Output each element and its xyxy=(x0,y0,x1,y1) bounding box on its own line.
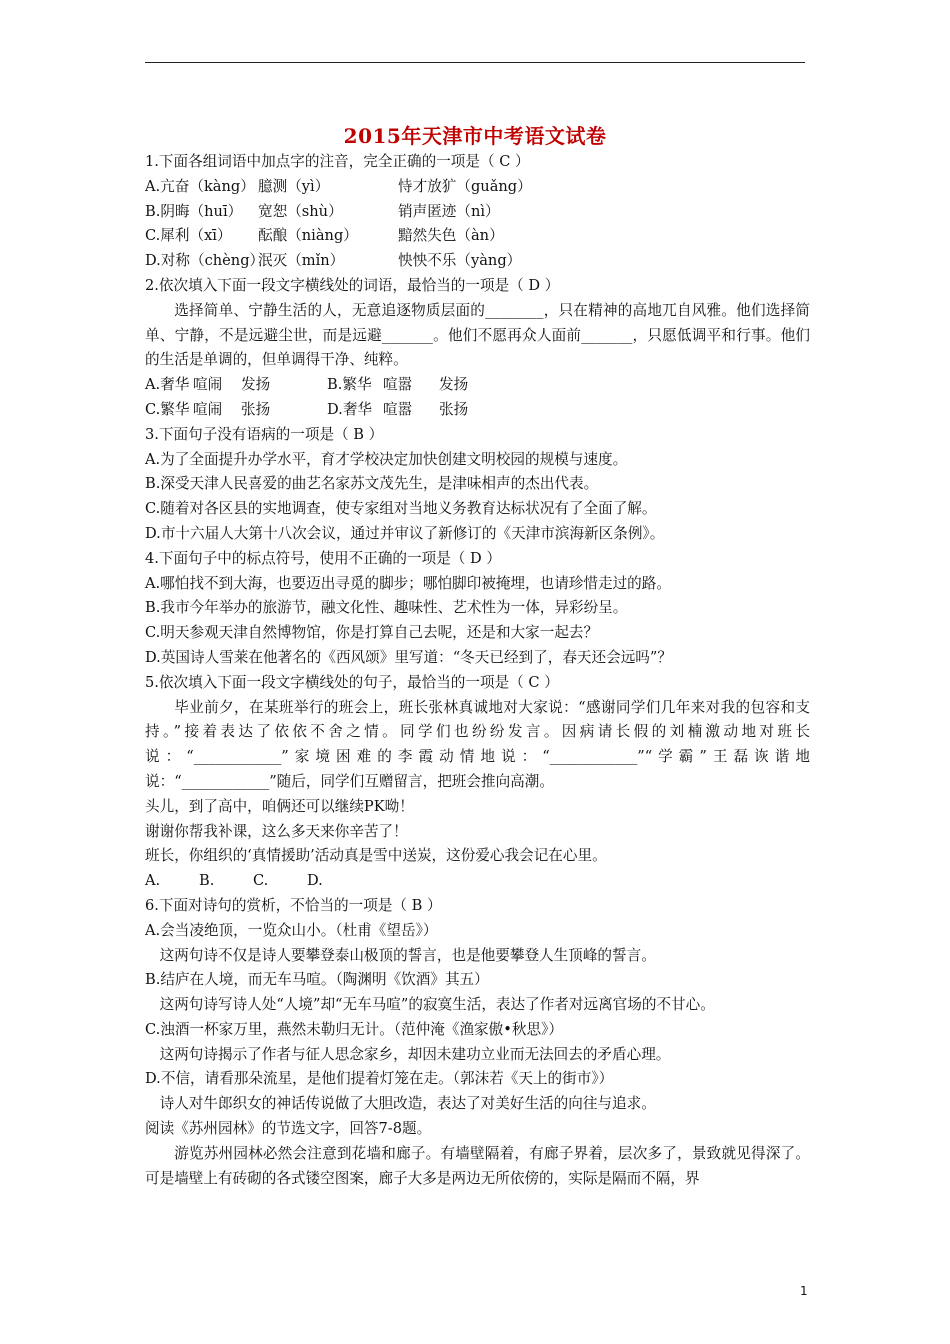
q5-sentence-3: 班长，你组织的‘真情援助’活动真是雪中送炭，这份爱心我会记在心里。 xyxy=(145,847,607,865)
reading-passage: 游览苏州园林必然会注意到花墙和廊子。有墙壁隔着，有廊子界着，层次多了，景致就见得深了。可是墙壁上有砖砌的各式镂空图案，廊子大多是两边无所依傍的，实际是隔而不隔，界 xyxy=(145,1144,810,1187)
exam-content xyxy=(145,150,810,1191)
q6-note-c: 这两句诗揭示了作者与征人思念家乡，却因未建功立业而无法回去的矛盾心理。 xyxy=(159,1045,671,1063)
q3-option-a: A.为了全面提升办学水平，育才学校决定加快创建文明校园的规模与速度。 xyxy=(145,450,628,468)
q4-option-c: C.明天参观天津自然博物馆，你是打算自己去呢，还是和大家一起去？ xyxy=(145,624,599,642)
q4-option-a: A.哪怕找不到大海，也要迈出寻觅的脚步；哪怕脚印被掩埋，也请珍惜走过的路。 xyxy=(145,574,671,592)
q6-note-d: 诗人对牛郎织女的神话传说做了大胆改造，表达了对美好生活的向往与追求。 xyxy=(159,1095,656,1113)
page-number: 1 xyxy=(800,1284,808,1298)
q4-option-b: B.我市今年举办的旅游节，融文化性、趣味性、艺术性为一体，异彩纷呈。 xyxy=(145,599,628,617)
q2-options-cd: C.繁华 喧闹 张扬 D.奢华 喧嚣 张扬 xyxy=(145,400,469,418)
q3-option-c: C.随着对各区县的实地调查，使专家组对当地义务教育达标状况有了全面了解。 xyxy=(145,500,657,518)
q2-passage: 选择简单、宁静生活的人，无意追逐物质层面的________，只在精神的高地兀自风雅。他们选择简单、宁静，不是远避尘世，而是远避_______。他们不愿再众人面前_______，只愿低调平和行事。他们的生活是单调的，但单调得干净、纯粹。 xyxy=(145,301,810,369)
q2-stem: 2.依次填入下面一段文字横线处的词语，最恰当的一项是（ D ） xyxy=(145,276,560,294)
reading-intro: 阅读《苏州园林》的节选文字，回答7-8题。 xyxy=(145,1120,432,1138)
q5-stem: 5.依次填入下面一段文字横线处的句子，最恰当的一项是（ C ） xyxy=(145,673,559,691)
q3-option-b: B.深受天津人民喜爱的曲艺名家苏文茂先生，是津味相声的杰出代表。 xyxy=(145,475,599,493)
q4-option-d: D.英国诗人雪莱在他著名的《西风颂》里写道：“冬天已经到了，春天还会远吗”？ xyxy=(145,648,672,666)
q6-verse-a: A.会当凌绝顶，一览众山小。（杜甫《望岳》） xyxy=(145,921,438,939)
q4-stem: 4.下面句子中的标点符号，使用不正确的一项是（ D ） xyxy=(145,549,501,567)
q2-options-ab: A.奢华 喧闹 发扬 B.繁华 喧嚣 发扬 xyxy=(145,376,469,394)
q5-choices: A. B. C. D. xyxy=(145,872,323,890)
q1-stem: 1.下面各组词语中加点字的注音，完全正确的一项是（ C ） xyxy=(145,153,530,170)
q6-verse-d: D.不信，请看那朵流星，是他们提着灯笼在走。（郭沫若《天上的街市》） xyxy=(145,1070,614,1088)
q1-row-a: A.亢奋（kàng） 臆测（yì） 恃才放犷（guǎng） xyxy=(145,177,532,195)
q3-stem: 3.下面句子没有语病的一项是（ B ） xyxy=(145,425,384,443)
page-title: 2015年天津市中考语文试卷 xyxy=(343,124,607,148)
q6-verse-c: C.浊酒一杯家万里，燕然未勒归无计。（范仲淹《渔家傲•秋思》） xyxy=(145,1020,563,1038)
q6-note-a: 这两句诗不仅是诗人要攀登泰山极顶的誓言，也是他要攀登人生顶峰的誓言。 xyxy=(159,946,656,964)
q5-sentence-2: 谢谢你帮我补课，这么多天来你辛苦了！ xyxy=(145,822,408,840)
q6-stem: 6.下面对诗句的赏析，不恰当的一项是（ B ） xyxy=(145,896,442,914)
q1-row-b: B.阴晦（huī） 宽恕（shù） 销声匿迹（nì） xyxy=(145,202,500,220)
header-rule xyxy=(145,62,805,63)
q1-row-c: C.犀利（xī） 酝酿（niàng） 黯然失色（àn） xyxy=(145,227,504,245)
q1-row-d: D.对称（chèng）泯灭（mǐn） 怏怏不乐（yàng） xyxy=(145,252,522,270)
q3-option-d: D.市十六届人大第十八次会议，通过并审议了新修订的《天津市滨海新区条例》。 xyxy=(145,524,665,542)
q6-note-b: 这两句诗写诗人处“人境”却“无车马喧”的寂寞生活，表达了作者对远离官场的不甘心。 xyxy=(159,996,715,1014)
q5-passage: 毕业前夕，在某班举行的班会上，班长张林真诚地对大家说：“感谢同学们几年来对我的包容和支持。”接着表达了依依不舍之情。同学们也纷纷发言。因病请长假的刘楠激动地对班长说：“____________”家境困难的李霞动情地说：“____________”“学霸”王磊诙谐地说：“____________”随后，同学们互赠留言，把班会推向高潮。 xyxy=(145,698,810,790)
q6-verse-b: B.结庐在人境，而无车马喧。（陶渊明《饮酒》其五） xyxy=(145,971,489,989)
q5-sentence-1: 头儿，到了高中，咱俩还可以继续PK呦！ xyxy=(145,797,414,815)
